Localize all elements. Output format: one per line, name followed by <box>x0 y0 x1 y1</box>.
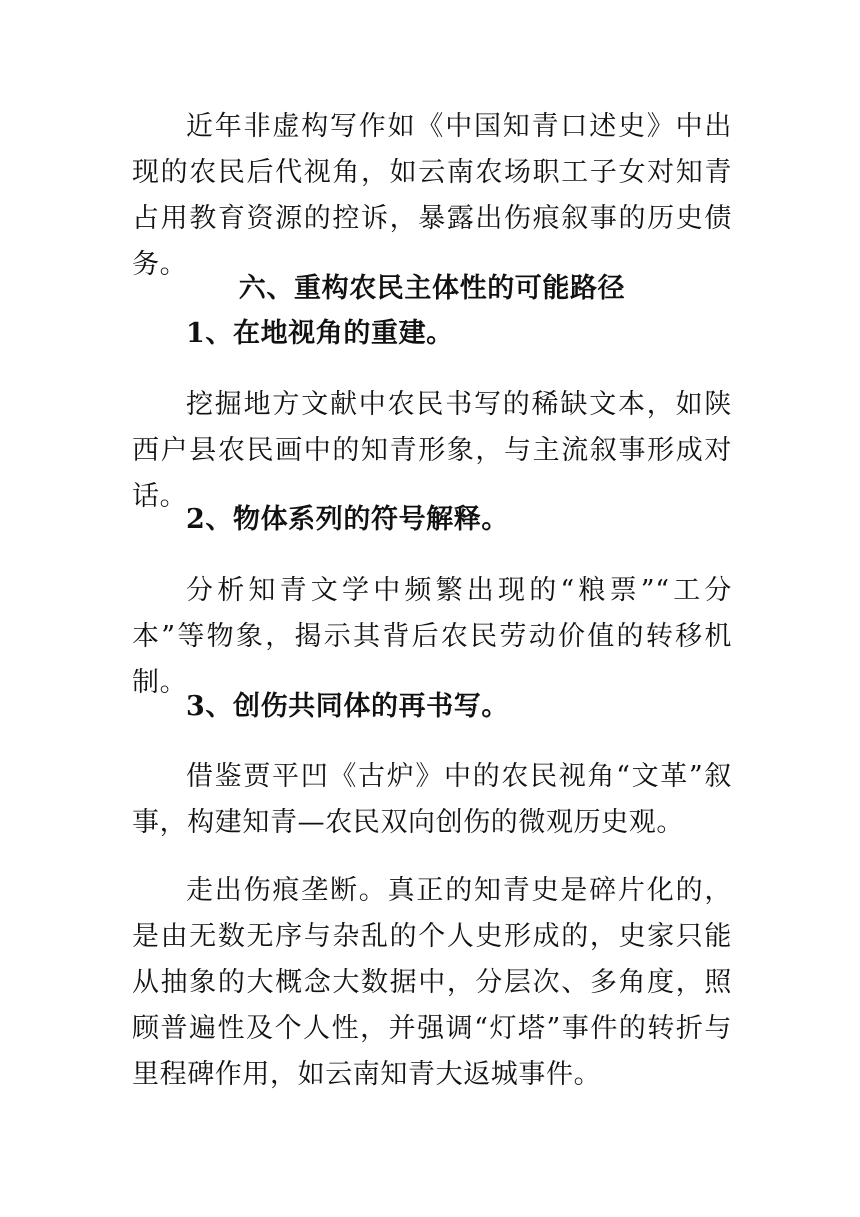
paragraph-nonfiction-writing: 近年非虚构写作如《中国知青口述史》中出现的农民后代视角，如云南农场职工子女对知青占用教育资源的控诉，暴露出伤痕叙事的历史债务。 <box>132 111 732 280</box>
section-title: 六、重构农民主体性的可能路径 <box>238 273 626 304</box>
paragraph-beyond-scar-monopoly: 走出伤痕垄断。真正的知青史是碎片化的，是由无数无序与杂乱的个人史形成的，史家只能从抽象的大概念大数据中，分层次、多角度，照顾普遍性及个人性，并强调“灯塔”事件的转折与里程碑作用，如云南知青大返城事件。 <box>132 875 732 1090</box>
paragraph-object-analysis: 分析知青文学中频繁出现的“粮票”“工分本”等物象，揭示其背后农民劳动价值的转移机制。 <box>132 575 732 698</box>
subheading-object-symbols: 2、物体系列的符号解释。 <box>186 504 509 535</box>
paragraph-local-documents: 挖掘地方文献中农民书写的稀缺文本，如陕西户县农民画中的知青形象，与主流叙事形成对话。 <box>132 389 732 512</box>
paragraph-gulu-reference: 借鉴贾平凹《古炉》中的农民视角“文革”叙事，构建知青—农民双向创伤的微观历史观。 <box>132 761 732 838</box>
subheading-local-perspective: 1、在地视角的重建。 <box>186 318 454 349</box>
subheading-trauma-community: 3、创伤共同体的再书写。 <box>186 691 509 722</box>
